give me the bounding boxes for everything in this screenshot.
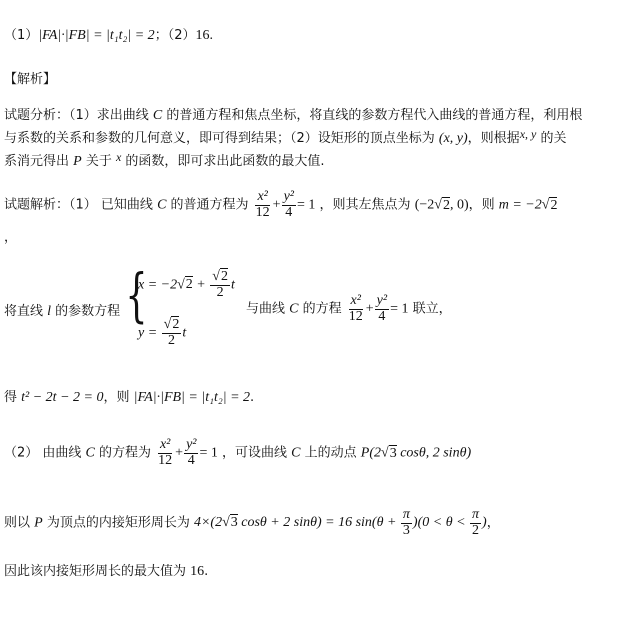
analysis-line-1 (4, 104, 582, 124)
answer-separator: ；（2） (154, 28, 196, 43)
quadratic-line (4, 386, 254, 406)
answer-part1-label: （1） (4, 28, 39, 43)
text: ，可设曲线 (222, 445, 292, 461)
text: 的普通方程为 (166, 197, 253, 213)
final-line (4, 560, 208, 580)
x-symbol: x (115, 150, 122, 164)
xy-symbol: x, y (519, 127, 537, 141)
quadratic-equation: t² − 2t − 2 = 0 (21, 390, 104, 405)
param-brace: { (125, 261, 148, 329)
text: 的方程 (298, 301, 346, 317)
part2-line: （2） 由曲线 C 的方程为 $\frac{\text{x²}}{12}$ + $\frac{\text{y²}}{4}$ = 1 ，可设曲线 C 上的动点 P(2√3 cosθ, 2 sinθ) (4, 437, 472, 468)
text: 因此该内接矩形周长的最大值为 (4, 564, 191, 579)
analysis-line-3 (4, 150, 325, 170)
fraction-y2-4: $\frac{\text{y²}}{4}$ (283, 189, 294, 220)
solution-label: 试题解析： (4, 197, 70, 213)
text: （2） 由曲线 (4, 445, 86, 461)
coord-symbol: (x, y) (438, 131, 468, 146)
curve-symbol: C (289, 301, 299, 317)
text: ， (486, 515, 500, 531)
curve-symbol: C (291, 445, 301, 461)
text: . (204, 564, 209, 579)
param-eq-y: y = $\frac{√2}{2}$ t (138, 317, 187, 348)
text: 得 (4, 390, 22, 405)
text: 的函数，即可求出此函数的最大值. (121, 154, 325, 169)
text: ，则 (103, 390, 134, 405)
curve-symbol: C (85, 445, 95, 461)
point-symbol: P (34, 515, 43, 531)
text: 则以 (4, 515, 35, 531)
perimeter-expression: 4×(2√3 cosθ + 2 sinθ) = 16 sin(θ + $\frac{\pi}{3}$ )(0 < θ < $\frac{\pi}{2}$ ) (193, 507, 487, 538)
text: 的参数方程 (51, 304, 121, 319)
text: （1） 已知曲线 (69, 197, 158, 213)
analysis-label: 试题分析： (4, 108, 70, 123)
fraction-x2-12: $\frac{\text{x²}}{12}$ (255, 189, 270, 220)
left-focus: (−2√2, 0) (414, 197, 469, 213)
text: 上的动点 (300, 445, 361, 461)
text: 的关 (536, 131, 567, 146)
text: 的普通方程和焦点坐标，将直线的参数方程代入曲线的普通方程，利用根 (162, 108, 583, 123)
text: 关于 (81, 154, 116, 169)
text: （1）求出曲线 (69, 108, 153, 123)
moving-point: P(2√3 cosθ, 2 sinθ) (360, 445, 472, 461)
text: . (250, 390, 255, 405)
product-result: |FA|·|FB| = |t₁t₂| = 2 (133, 390, 251, 405)
answer-part2-value: 16. (195, 28, 213, 43)
text: 的方程为 (94, 445, 156, 461)
text: 联立， (412, 301, 452, 317)
text: 与系数的关系和参数的几何意义，即可得到结果；（2）设矩形的顶点坐标为 (4, 131, 439, 146)
param-intro (4, 300, 120, 320)
text: ，则其左焦点为 (319, 197, 415, 213)
text: 系消元得出 (4, 154, 74, 169)
text: 将直线 (4, 304, 48, 319)
text: ，则 (468, 197, 499, 213)
line-symbol: l (47, 304, 52, 319)
text: 与曲线 (246, 301, 290, 317)
curve-symbol: C (157, 197, 167, 213)
max-value: 16 (190, 564, 205, 579)
point-symbol: P (73, 154, 82, 169)
text: ，则根据 (467, 131, 520, 146)
solution-line-1: 试题解析：（1） 已知曲线 C 的普通方程为 $\frac{\text{x²}}{12}$ + $\frac{\text{y²}}{4}$ = 1 ，则其左焦点为 (−2√2, 0)，则 m = −2√2 (4, 189, 558, 220)
analysis-heading: 【解析】 (4, 72, 57, 87)
solution-comma: ， (4, 230, 18, 245)
answer-part1-expression: |FA|·|FB| = |t₁t₂| = 2 (38, 28, 155, 43)
param-eq-x: x = −2√2 + $\frac{√2}{2}$ t (138, 269, 235, 300)
m-value: m = −2√2 (498, 197, 558, 213)
text: 为顶点的内接矩形周长为 (42, 515, 194, 531)
perimeter-line (4, 508, 500, 538)
answer-line (4, 24, 213, 44)
curve-symbol: C (152, 108, 163, 123)
analysis-line-2 (4, 127, 566, 147)
param-combine: 与曲线 C 的方程 $\frac{\text{x²}}{12}$ + $\frac{\text{y²}}{4}$ = 1 联立， (246, 293, 452, 324)
